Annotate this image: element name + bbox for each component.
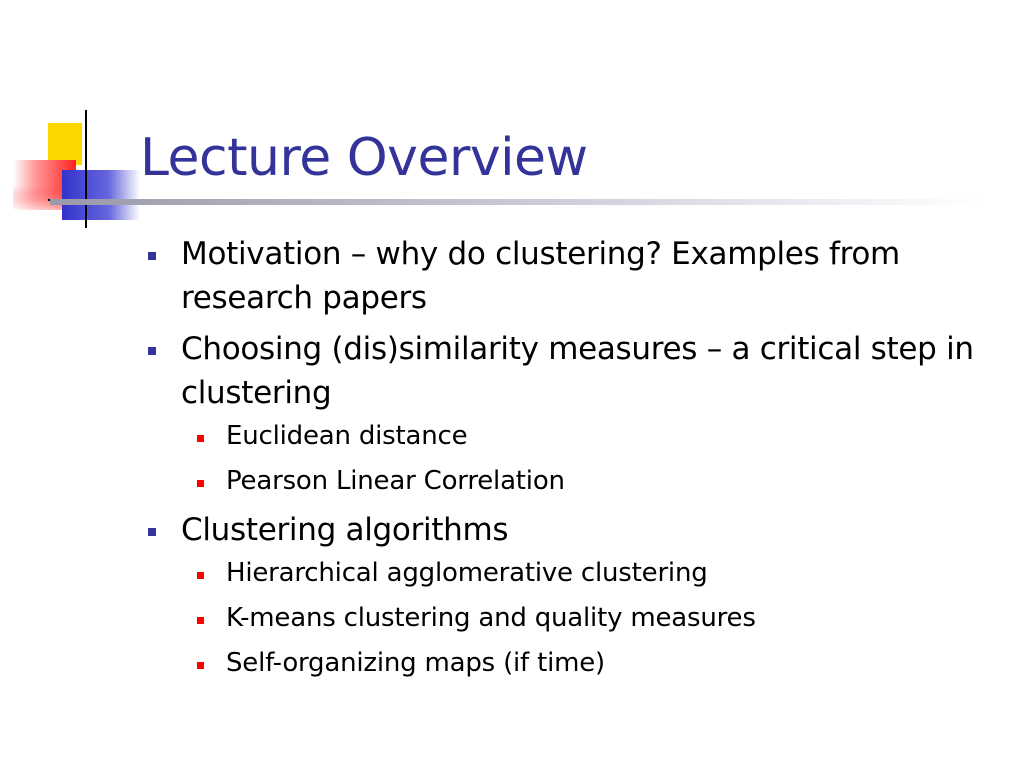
sub-bullet-item — [181, 645, 1000, 681]
square-bullet-icon — [197, 480, 204, 487]
bullet-item-clustering-algorithms — [140, 508, 1000, 681]
bullet-text: Clustering algorithms — [181, 512, 509, 548]
square-bullet-icon — [197, 435, 204, 442]
blue-square — [62, 170, 140, 220]
square-bullet-icon — [197, 662, 204, 669]
bullet-item-similarity-measures — [140, 327, 1000, 499]
bullet-text: Motivation – why do clustering? Examples from research papers — [181, 236, 900, 316]
square-bullet-icon — [197, 617, 204, 624]
sub-bullet-text: K-means clustering and quality measures — [226, 603, 756, 633]
square-bullet-icon — [148, 528, 156, 536]
slide-content — [140, 232, 1000, 690]
square-bullet-icon — [197, 572, 204, 579]
sub-bullet-list — [181, 555, 1000, 681]
sub-bullet-text: Self-organizing maps (if time) — [226, 648, 605, 678]
sub-bullet-item — [181, 555, 1000, 591]
bullet-list — [140, 232, 1000, 681]
sub-bullet-item — [181, 463, 1000, 499]
sub-bullet-text: Euclidean distance — [226, 421, 468, 451]
sub-bullet-item — [181, 600, 1000, 636]
sub-bullet-item — [181, 418, 1000, 454]
bullet-item-motivation — [140, 232, 1000, 320]
square-bullet-icon — [148, 347, 156, 355]
decorative-squares-logo — [0, 100, 140, 240]
bullet-text: Choosing (dis)similarity measures – a critical step in clustering — [181, 331, 974, 411]
yellow-square — [48, 123, 82, 165]
square-bullet-icon — [148, 252, 156, 260]
slide-title: Lecture Overview — [140, 128, 588, 188]
sub-bullet-list — [181, 418, 1000, 499]
title-underline — [50, 199, 980, 205]
sub-bullet-text: Pearson Linear Correlation — [226, 466, 565, 496]
sub-bullet-text: Hierarchical agglomerative clustering — [226, 558, 708, 588]
